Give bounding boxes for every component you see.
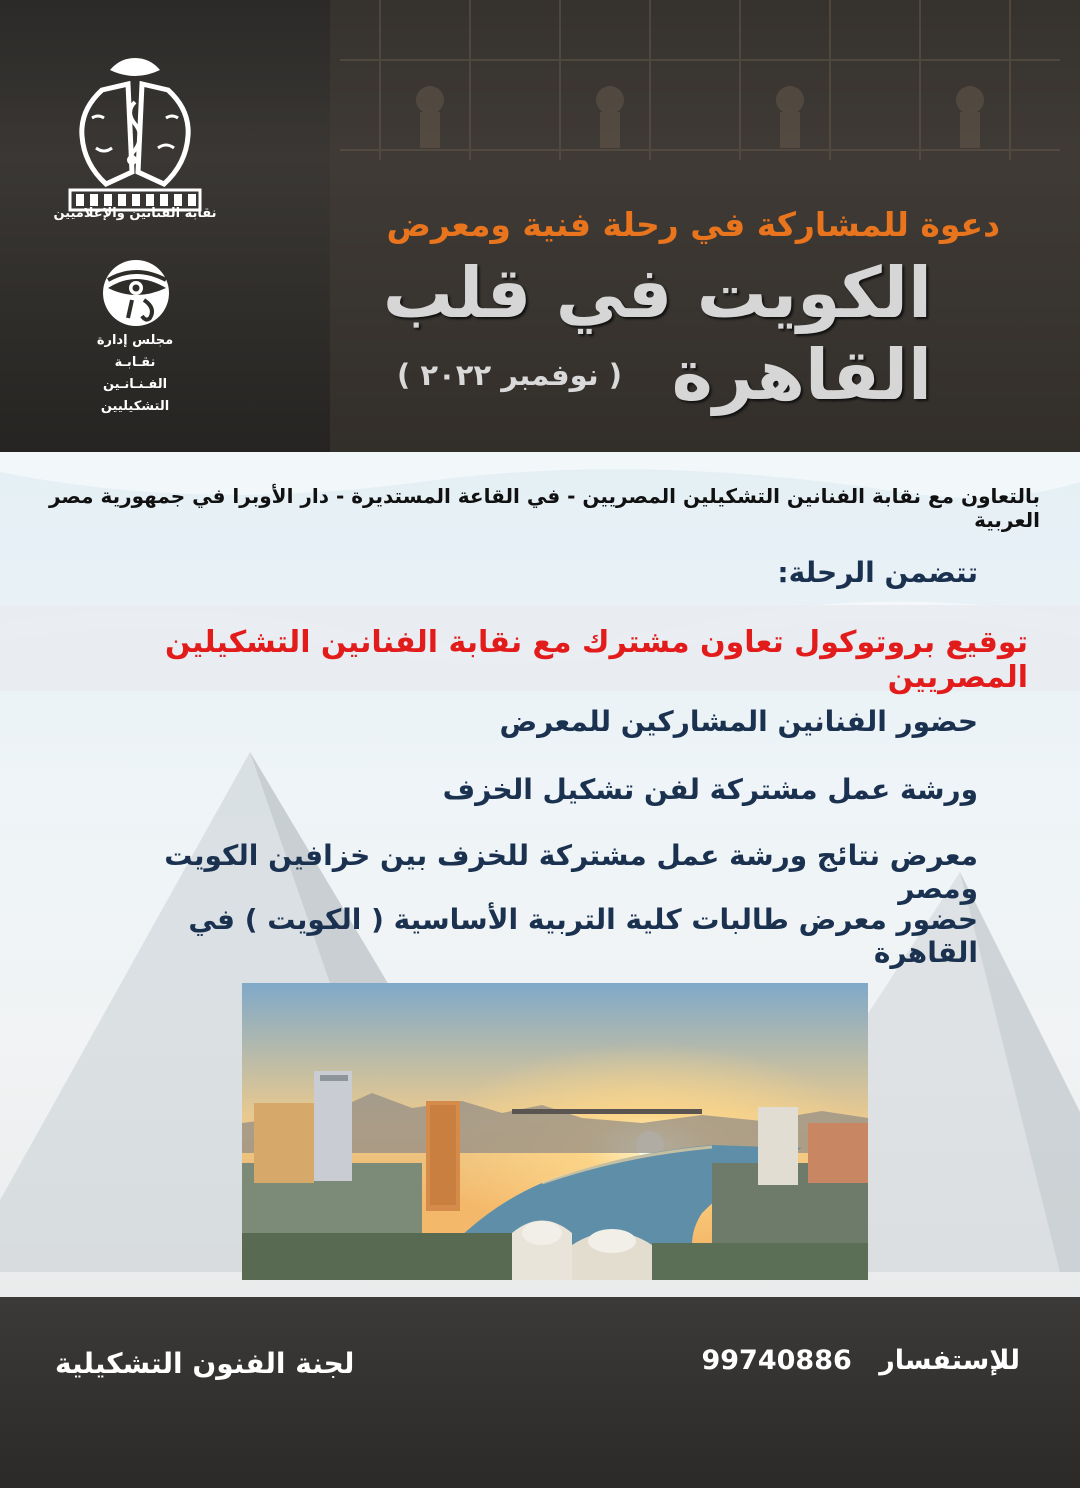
- committee-name: لجنة الفنون التشكيلية: [55, 1347, 355, 1380]
- logo2-caption-line: الفـنـانـين: [102, 377, 168, 392]
- logo2-caption-line: التشكيليين: [100, 399, 170, 414]
- event-date: ( نوفمبر ٢٠٢٢ ): [397, 358, 622, 392]
- list-item: معرض نتائج ورشة عمل مشتركة للخزف بين خزافين الكويت ومصر: [164, 839, 978, 905]
- logo1-caption: نقابة الفنانين والإعلاميين: [53, 206, 217, 221]
- invitation-line: دعوة للمشاركة في رحلة فنية ومعرض: [386, 205, 1000, 244]
- artists-syndicate-logo: [62, 52, 208, 228]
- logo2-caption-line: مجلس إدارة: [96, 333, 174, 348]
- footer-band: [0, 1297, 1080, 1488]
- list-item: ورشة عمل مشتركة لفن تشكيل الخزف: [442, 773, 978, 806]
- cooperation-statement: بالتعاون مع نقابة الفنانين التشكيلين المصريين - في القاعة المستديرة - دار الأوبرا في جمهورية مصر العربية: [48, 484, 1040, 532]
- includes-heading: تتضمن الرحلة:: [777, 556, 978, 589]
- list-item: حضور معرض طالبات كلية التربية الأساسية ( الكويت ) في القاهرة: [188, 903, 978, 969]
- logo2-caption-line: نقـابـة: [114, 355, 156, 370]
- content-section: [0, 452, 1080, 1297]
- highlight-band: [0, 605, 1080, 695]
- enquiry-label: للإستفسار: [879, 1345, 1020, 1376]
- enquiry-line: [560, 1345, 1020, 1376]
- event-title: الكويت في قلب القاهرة: [382, 252, 932, 416]
- header-band: [0, 0, 1080, 452]
- phone-number[interactable]: 99740886: [701, 1345, 852, 1376]
- cairo-nile-photo: [242, 983, 868, 1280]
- protocol-item: توقيع بروتوكول تعاون مشترك مع نقابة الفنانين التشكيلين المصريين: [164, 625, 1028, 695]
- eye-of-horus-logo: [94, 258, 178, 328]
- list-item: حضور الفنانين المشاركين للمعرض: [499, 705, 978, 738]
